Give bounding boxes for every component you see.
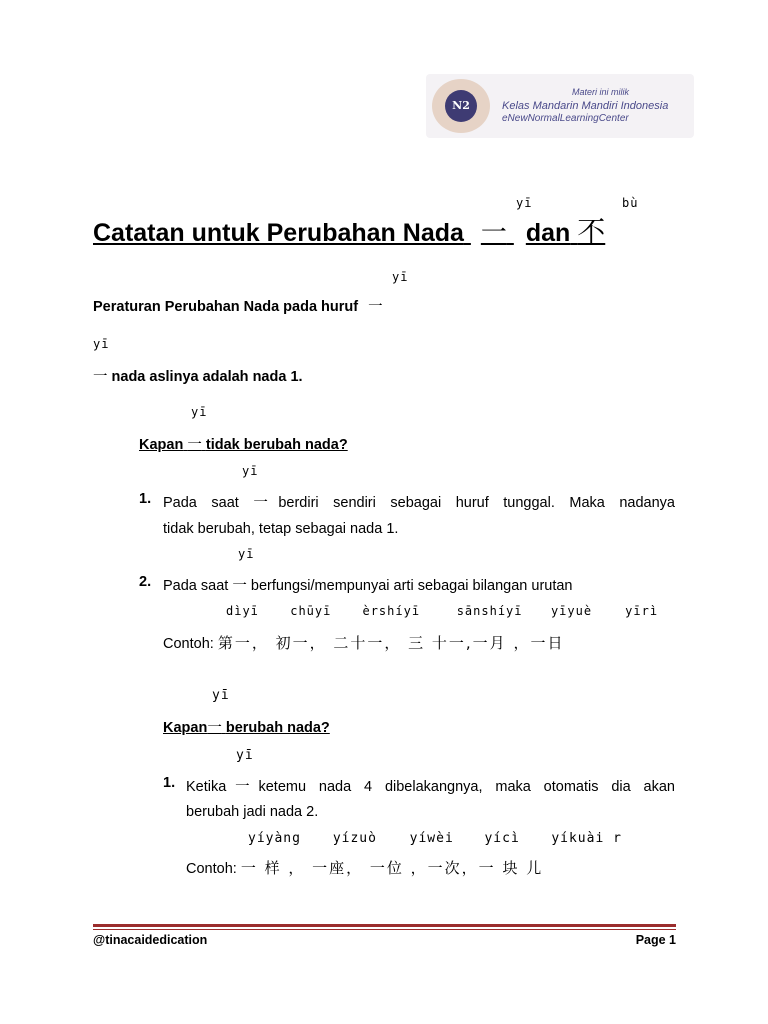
s1-ex-py-1: chūyī [290,604,332,618]
rule-heading-pinyin: yī [392,270,409,284]
original-tone-pinyin: yī [93,337,110,351]
footer-page-number: Page 1 [635,933,676,947]
s2-item1-number: 1. [163,775,176,791]
s1-item2-line1 [163,574,573,595]
s2-example-chars: 一 样 ， 一座， 一位 ，一次，一 块 儿 [240,859,544,877]
logo-line3: eNewNormalLearningCenter [502,113,629,124]
rule-heading [93,295,383,316]
s2-example-line [186,857,543,878]
s1-item1-pre: Pada saat [163,495,239,511]
s1-item1-rest: berdiri sendiri sebagai huruf tunggal. Maka nadanya [278,495,675,511]
s1-item1-char: 一 [253,495,279,511]
rule-heading-text: Peraturan Perubahan Nada pada huruf [93,299,359,315]
s2-item1-line1 [186,775,675,796]
s1-ex-py-0: dìyī [226,604,259,618]
s1-item2-pinyin: yī [238,547,255,561]
s1-example-pinyin-row [226,604,658,618]
s1-item1-line2: tidak berubah, tetap sebagai nada 1. [163,521,399,537]
original-tone-line [93,365,303,386]
s2-item1-line2: berubah jadi nada 2. [186,804,319,820]
section1-pinyin: yī [191,405,208,419]
logo-line1: Materi ini milik [572,87,630,97]
s1-ex-py-5: yīrì [625,604,659,618]
s2-ex-py-0: yíyàng [248,831,301,846]
s1-item2-number: 2. [139,574,152,590]
s1-example-line [163,632,564,653]
s2-example-pinyin-row [248,831,622,846]
section1-heading [139,433,348,454]
footer-rule-thin [93,929,676,930]
s1-item2-pre: Pada saat [163,578,229,594]
title-pinyin-2: bù [622,196,639,210]
section1-suffix: tidak berubah nada? [205,437,348,453]
footer-handle: @tinacaidedication [93,933,208,947]
s1-ex-py-2: èrshíyī [362,604,421,618]
logo-line2: Kelas Mandarin Mandiri Indonesia [502,100,669,112]
section2-prefix: Kapan [163,720,208,736]
section1-char: 一 [187,437,202,453]
original-tone-text: nada aslinya adalah nada 1. [111,369,303,385]
original-tone-char: 一 [93,369,108,385]
section2-suffix: berubah nada? [225,720,330,736]
title-char-bu: 不 [577,215,606,248]
s1-item1-number: 1. [139,491,152,507]
s2-item1-char: 一 [226,779,259,795]
s1-example-label: Contoh: [163,636,214,652]
title-pinyin-1: yī [516,196,533,210]
footer-rule-thick [93,924,676,927]
s1-item2-rest: berfungsi/mempunyai arti sebagai bilangan urutan [250,578,573,594]
s2-example-label: Contoh: [186,861,237,877]
s1-example-chars: 第一， 初一， 二十一， 三 十一,一月 ，一日 [217,634,565,652]
section2-char: 一 [207,720,222,736]
section2-heading [163,716,330,737]
s1-ex-py-3: sānshíyī [456,604,523,618]
logo-emblem [432,79,490,133]
logo-block [426,74,694,138]
s2-item1-pre: Ketika [186,779,227,795]
rule-heading-char: 一 [368,299,383,315]
s2-item1-pinyin: yī [236,748,254,763]
section1-prefix: Kapan [139,437,184,453]
s2-ex-py-1: yízuò [332,831,377,846]
s1-ex-py-4: yīyuè [550,604,593,618]
title-text: Catatan untuk Perubahan Nada [93,219,464,247]
section2-pinyin: yī [212,688,230,703]
s2-ex-py-4: yíkuài r [551,831,622,846]
page-title [93,210,605,250]
s1-item1-line1 [163,491,675,512]
title-char-yi: 一 [480,218,507,248]
s2-ex-py-2: yíwèi [409,831,454,846]
s1-item1-pinyin: yī [242,464,259,478]
title-mid: dan [525,219,571,247]
logo-emblem-text: N2 [445,90,477,122]
s1-item2-char: 一 [232,578,247,594]
s2-item1-rest: ketemu nada 4 dibelakangnya, maka otomatis dia akan [258,779,675,795]
s2-ex-py-3: yícì [484,831,520,846]
